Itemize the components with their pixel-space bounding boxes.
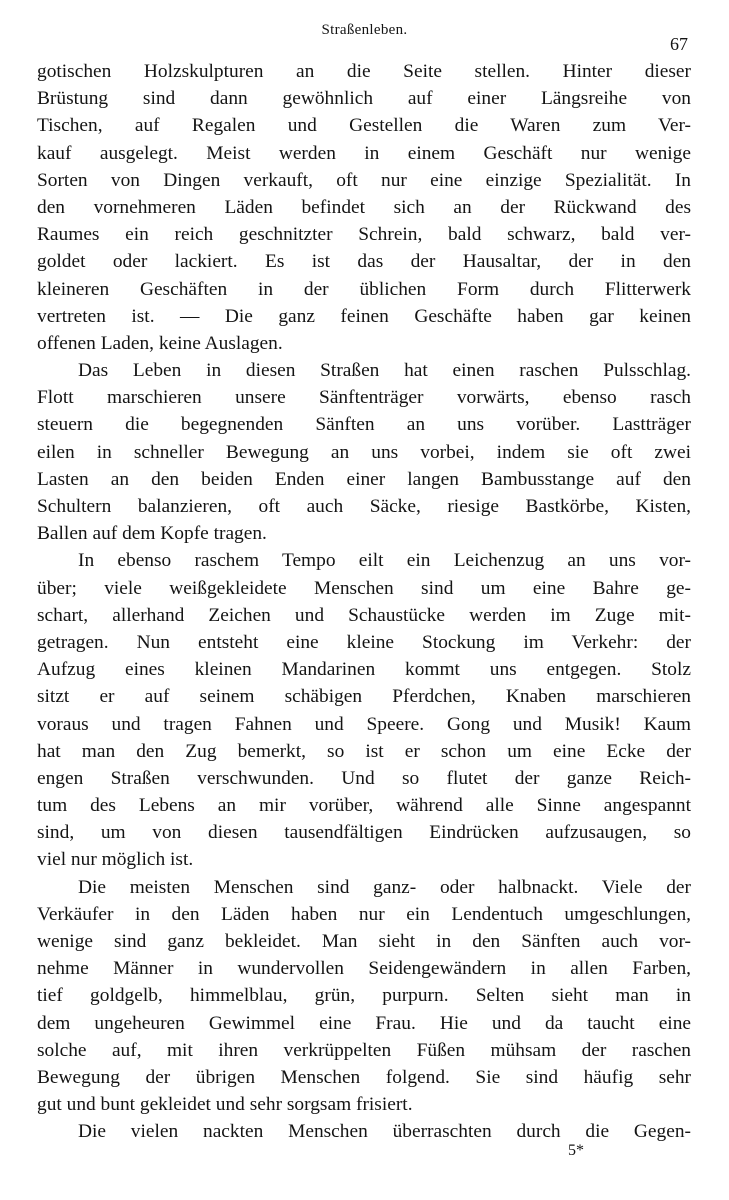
text-line: Aufzug eines kleinen Mandarinen kommt uns entgegen. Stolz xyxy=(37,659,691,681)
text-line: getragen. Nun entsteht eine kleine Stockung im Verkehr: der xyxy=(37,631,691,653)
text-line: Bewegung der übrigen Menschen folgend. Sie sind häufig sehr xyxy=(37,1066,691,1088)
text-line: hat man den Zug bemerkt, so ist er schon um eine Ecke der xyxy=(37,740,691,762)
paragraph xyxy=(37,1118,691,1145)
text-line: tief goldgelb, himmelblau, grün, purpurn. Selten sieht man in xyxy=(37,985,691,1007)
text-line: kauf ausgelegt. Meist werden in einem Geschäft nur wenige xyxy=(37,142,691,164)
text-line: nehme Männer in wundervollen Seidengewändern in allen Farben, xyxy=(37,958,691,980)
text-line: Lasten an den beiden Enden einer langen Bambusstange auf den xyxy=(37,468,691,490)
text-line: dem ungeheuren Gewimmel eine Frau. Hie und da taucht eine xyxy=(37,1012,691,1034)
paragraph xyxy=(37,357,691,547)
text-line: wenige sind ganz bekleidet. Man sieht in den Sänften auch vor- xyxy=(37,931,691,952)
paragraph xyxy=(37,874,691,1119)
text-line: Sorten von Dingen verkauft, oft nur eine einzige Spezialität. In xyxy=(37,169,691,191)
paragraph xyxy=(37,547,691,873)
text-line: tum des Lebens an mir vorüber, während alle Sinne angespannt xyxy=(37,795,691,817)
body-text xyxy=(37,58,691,1146)
text-line: Flott marschieren unsere Sänftenträger vorwärts, ebenso rasch xyxy=(37,387,691,409)
text-line: über; viele weißgekleidete Menschen sind um eine Bahre ge- xyxy=(37,577,691,599)
text-line: viel nur möglich ist. xyxy=(37,849,194,871)
text-line: kleineren Geschäften in der üblichen Form durch Flitterwerk xyxy=(37,278,691,300)
text-line: eilen in schneller Bewegung an uns vorbei, indem sie oft zwei xyxy=(37,441,691,463)
text-line: gotischen Holzskulpturen an die Seite stellen. Hinter dieser xyxy=(37,61,691,82)
text-line: engen Straßen verschwunden. Und so flutet der ganze Reich- xyxy=(37,767,691,789)
text-line: Das Leben in diesen Straßen hat einen raschen Pulsschlag. xyxy=(78,360,691,382)
text-line: Tischen, auf Regalen und Gestellen die Waren zum Ver- xyxy=(37,115,691,137)
text-line: vertreten ist. — Die ganz feinen Geschäfte haben gar keinen xyxy=(37,305,691,327)
text-line: gut und bunt gekleidet und sehr sorgsam frisiert. xyxy=(37,1094,413,1116)
text-line: voraus und tragen Fahnen und Speere. Gong und Musik! Kaum xyxy=(37,713,691,735)
text-line: Verkäufer in den Läden haben nur ein Lendentuch umgeschlungen, xyxy=(37,903,691,925)
paragraph xyxy=(37,58,691,357)
text-line: sitzt er auf seinem schäbigen Pferdchen, Knaben marschieren xyxy=(37,686,691,708)
text-line: Raumes ein reich geschnitzter Schrein, bald schwarz, bald ver- xyxy=(37,224,691,246)
signature-mark: 5* xyxy=(568,1142,584,1159)
text-line: goldet oder lackiert. Es ist das der Hausaltar, der in den xyxy=(37,251,691,273)
running-head: Straßenleben. xyxy=(321,22,408,38)
text-line: schart, allerhand Zeichen und Schaustücke werden im Zuge mit- xyxy=(37,604,691,626)
text-line: In ebenso raschem Tempo eilt ein Leichenzug an uns vor- xyxy=(78,550,691,572)
text-line: den vornehmeren Läden befindet sich an der Rückwand des xyxy=(37,196,691,218)
page-number: 67 xyxy=(670,34,688,54)
text-line: steuern die begegnenden Sänften an uns vorüber. Lastträger xyxy=(37,414,691,436)
text-line: Brüstung sind dann gewöhnlich auf einer Längsreihe von xyxy=(37,88,691,110)
text-line: solche auf, mit ihren verkrüppelten Füßen mühsam der raschen xyxy=(37,1039,691,1061)
text-line: Ballen auf dem Kopfe tragen. xyxy=(37,523,267,545)
text-line: Die meisten Menschen sind ganz- oder halbnackt. Viele der xyxy=(78,876,691,898)
text-line: sind, um von diesen tausendfältigen Eindrücken aufzusaugen, so xyxy=(37,822,691,844)
text-line: offenen Laden, keine Auslagen. xyxy=(37,332,283,354)
text-line: Schultern balanzieren, oft auch Säcke, riesige Bastkörbe, Kisten, xyxy=(37,496,691,517)
text-line: Die vielen nackten Menschen überraschten durch die Gegen- xyxy=(78,1121,691,1143)
